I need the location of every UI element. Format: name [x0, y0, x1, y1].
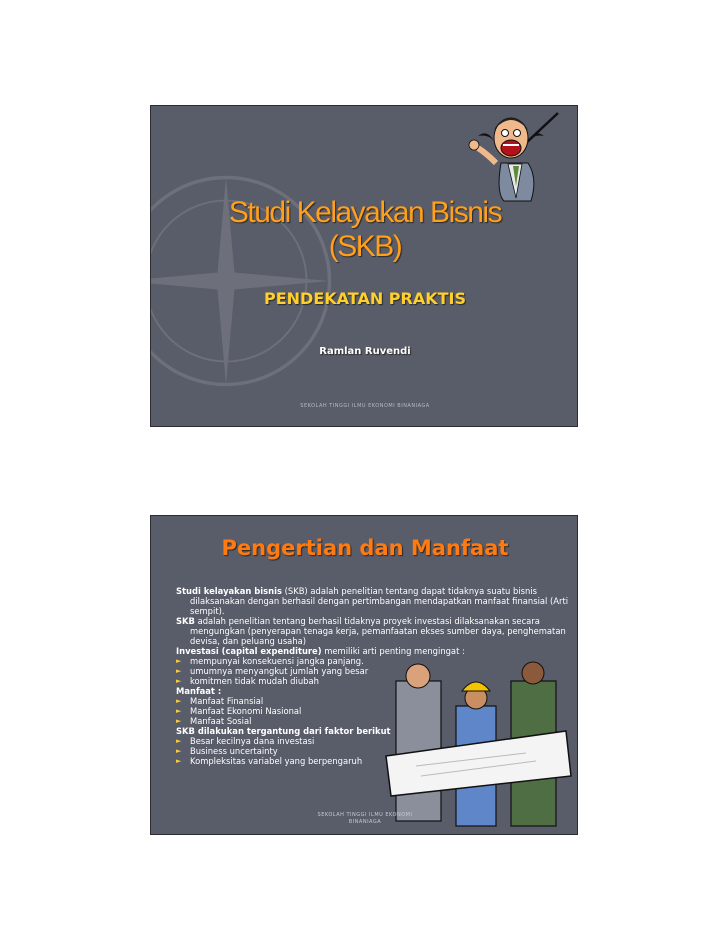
content-slide [150, 515, 578, 835]
investasi-paragraph: Investasi (capital expenditure) memiliki arti penting mengingat : [176, 646, 465, 656]
list-item: ► Kompleksitas variabel yang berpengaruh [176, 756, 363, 766]
definition-paragraph: Studi kelayakan bisnis (SKB) adalah penelitian tentang dapat tidaknya suatu bisnis dilaksanakan dengan berhasil dengan pertimbangan mendapatkan manfaat finansial (Arti sempit). [176, 586, 569, 616]
slide-title: Studi Kelayakan Bisnis (SKB) [228, 196, 502, 263]
triangle-right-icon: ► [176, 747, 182, 755]
author-name: Ramlan Ruvendi [319, 346, 411, 357]
list-item: ► umumnya menyangkut jumlah yang besar [176, 666, 369, 676]
triangle-right-icon: ► [176, 677, 182, 685]
triangle-right-icon: ► [176, 657, 182, 665]
skb-paragraph: SKB adalah penelitian tentang berhasil tidaknya proyek investasi dilaksanakan secara mengungkan (penyerapan tenaga kerja, pemanfaatan ekses sumber daya, penghematan devisa, dan peluang usaha) [176, 616, 566, 646]
list-item: ► Manfaat Ekonomi Nasional [176, 706, 302, 716]
list-item: ► Manfaat Finansial [176, 696, 264, 706]
manfaat-heading: Manfaat : [176, 686, 222, 696]
list-item: ► mempunyai konsekuensi jangka panjang. [176, 656, 364, 666]
slide-body [176, 586, 571, 766]
slide-footer: SEKOLAH TINGGI ILMU EKONOMI BINANIAGA [317, 812, 413, 825]
list-item: ► komitmen tidak mudah diubah [176, 676, 319, 686]
title-slide [150, 105, 578, 427]
list-item: ► Besar kecilnya dana investasi [176, 736, 315, 746]
triangle-right-icon: ► [176, 697, 182, 705]
factor-heading: SKB dilakukan tergantung dari faktor berikut [176, 726, 391, 736]
triangle-right-icon: ► [176, 667, 182, 675]
list-item: ► Manfaat Sosial [176, 716, 252, 726]
slide-footer: SEKOLAH TINGGI ILMU EKONOMI BINANIAGA [300, 403, 430, 409]
triangle-right-icon: ► [176, 707, 182, 715]
list-item: ► Business uncertainty [176, 746, 278, 756]
triangle-right-icon: ► [176, 737, 182, 745]
slide-title: Pengertian dan Manfaat [221, 536, 509, 560]
cartoon-man-icon [456, 108, 561, 203]
triangle-right-icon: ► [176, 717, 182, 725]
triangle-right-icon: ► [176, 757, 182, 765]
slide-subtitle: PENDEKATAN PRAKTIS [263, 289, 467, 308]
